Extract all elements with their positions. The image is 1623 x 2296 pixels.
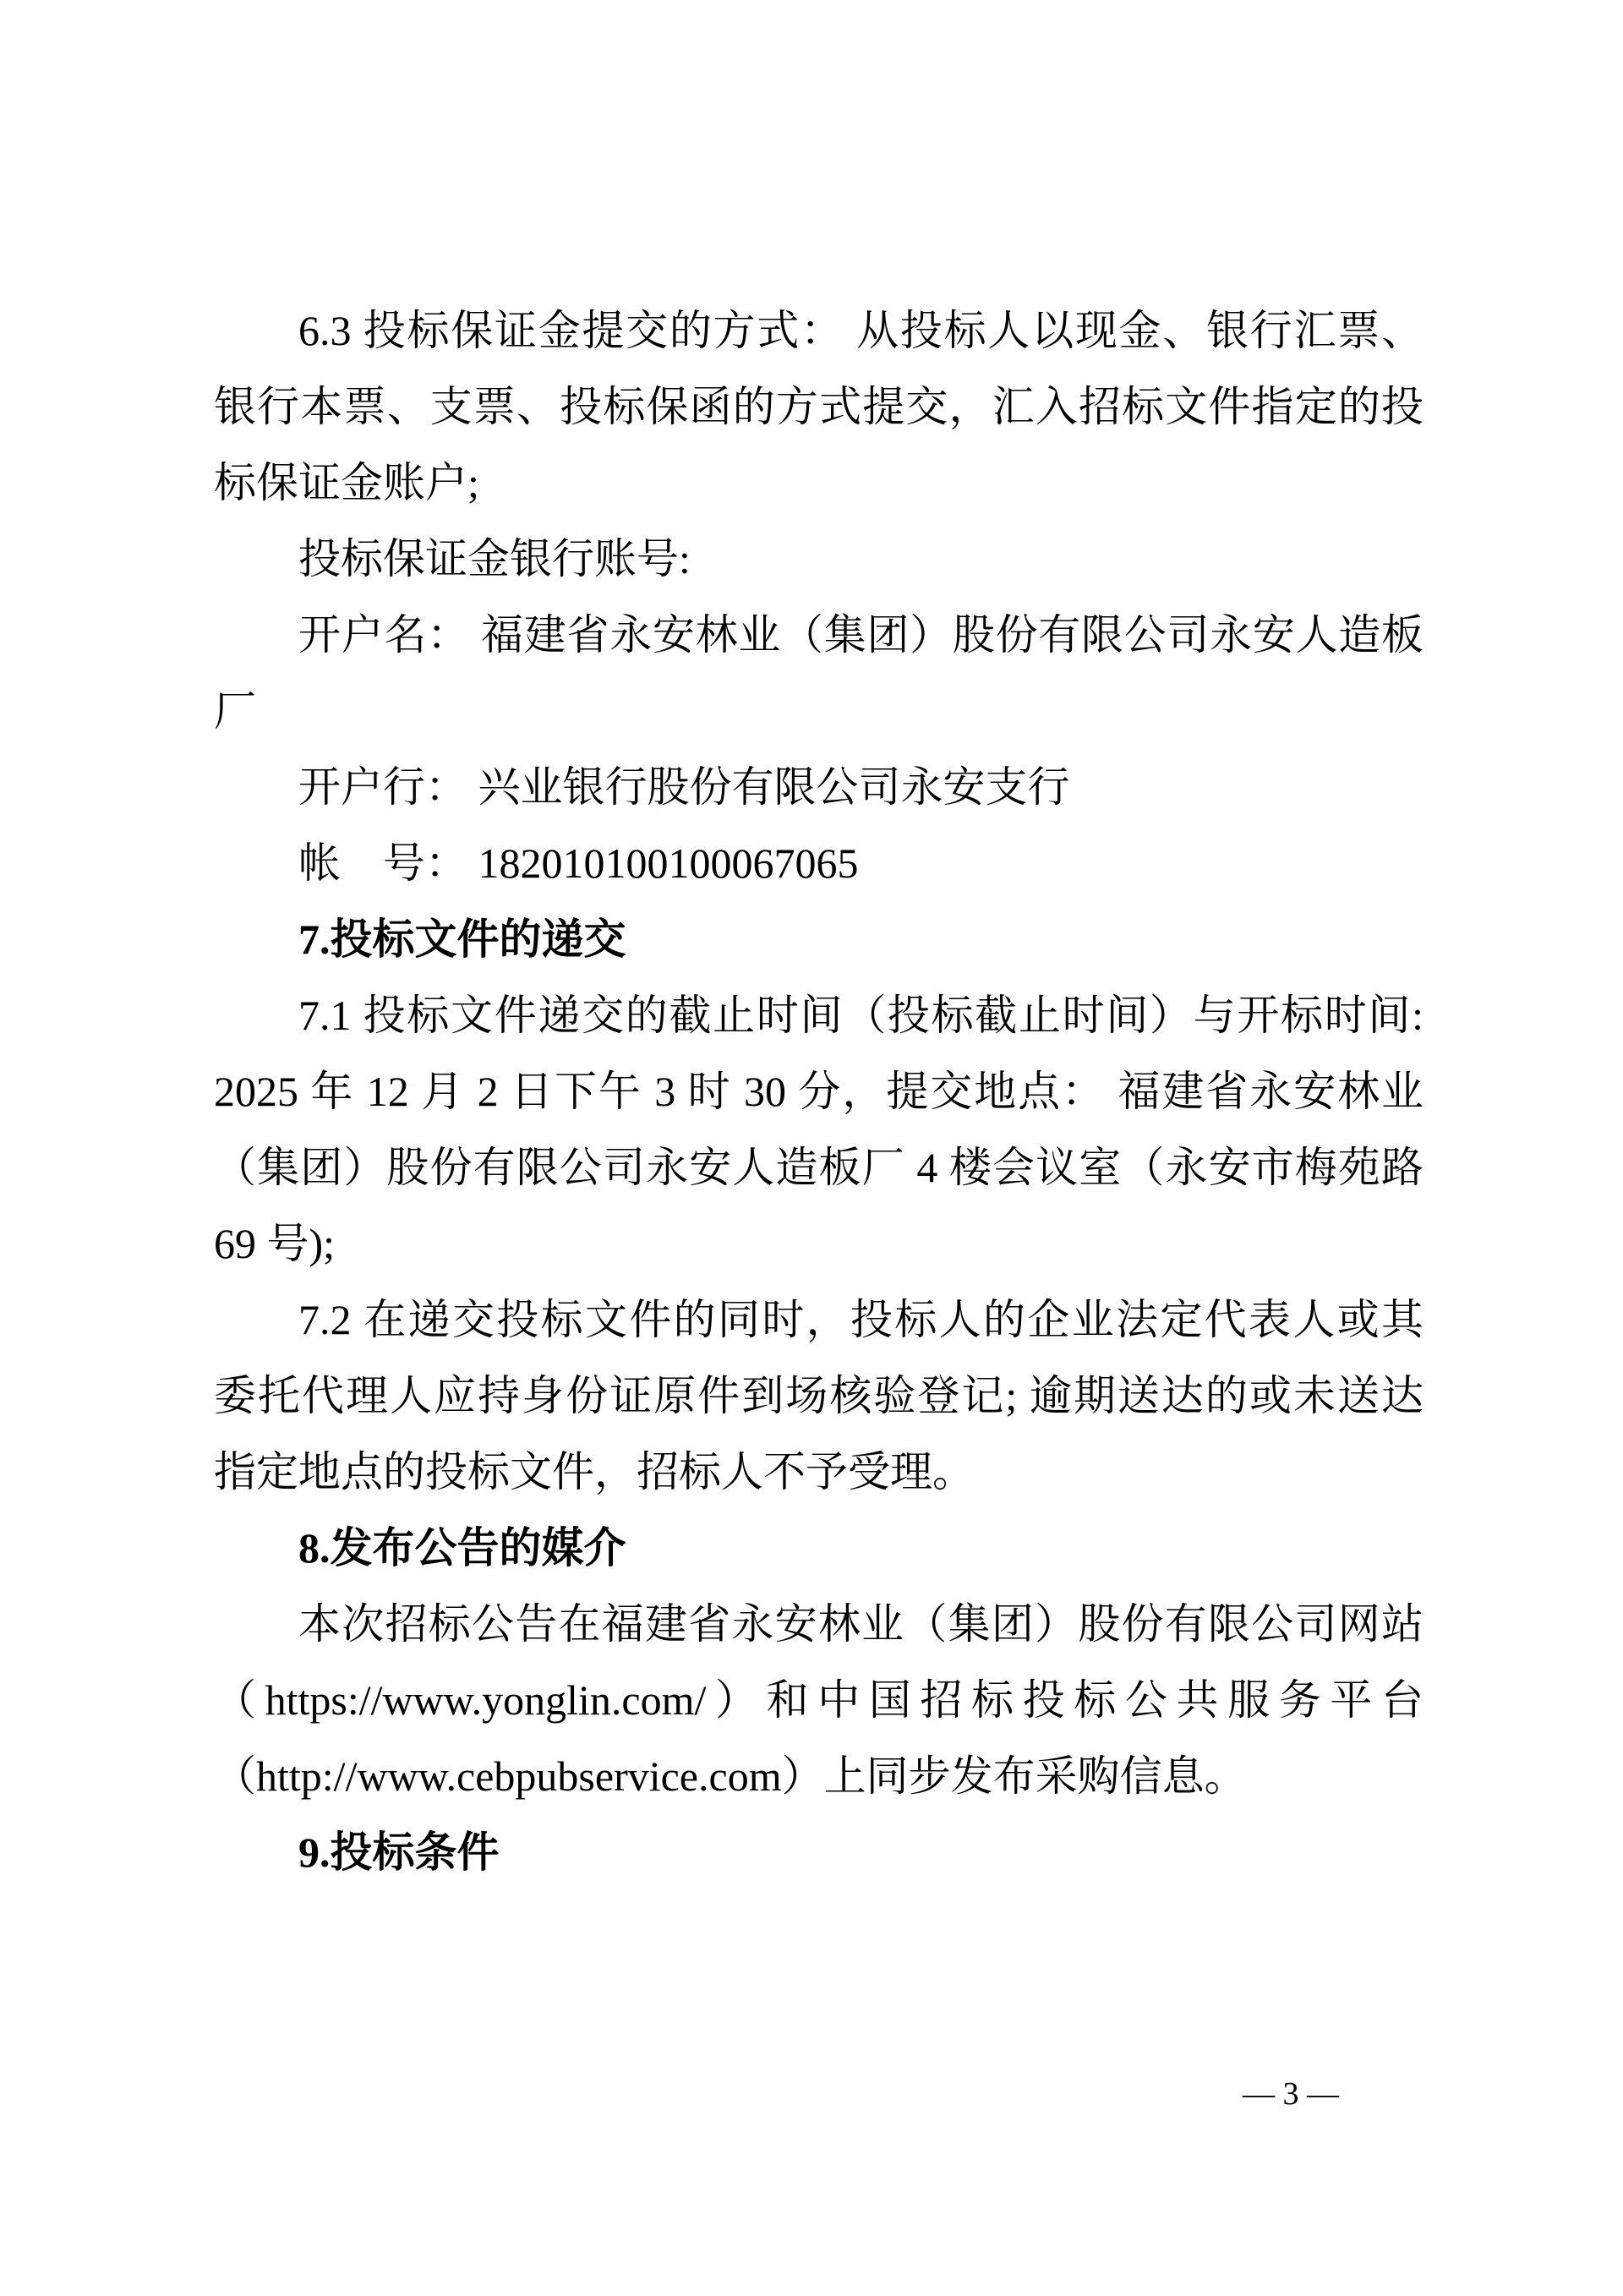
text-line: 标保证金账户; xyxy=(214,459,479,506)
text-line: 帐 号： 182010100100067065 xyxy=(298,839,859,887)
text-line: 投标保证金银行账号: xyxy=(298,535,691,582)
text-line: 8.发布公告的媒介 xyxy=(298,1524,626,1572)
text-line: 开户名： 福建省永安林业（集团）股份有限公司永安人造板 xyxy=(298,611,1424,659)
text-line: 69 号); xyxy=(214,1220,336,1267)
text-line: （集团）股份有限公司永安人造板厂 4 楼会议室（永安市梅苑路 xyxy=(214,1144,1424,1191)
text-line: 银行本票、支票、投标保函的方式提交，汇入招标文件指定的投 xyxy=(214,383,1424,430)
text-line: 7.1 投标文件递交的截止时间（投标截止时间）与开标时间: xyxy=(298,992,1424,1039)
text-line: 9.投标条件 xyxy=(298,1829,500,1876)
text-line: 本次招标公告在福建省永安林业（集团）股份有限公司网站 xyxy=(298,1600,1424,1648)
text-line: （https://www.yonglin.com/）和中国招标投标公共服务平台 xyxy=(214,1676,1424,1724)
text-line: （http://www.cebpubservice.com）上同步发布采购信息。 xyxy=(214,1752,1247,1800)
text-line: 6.3 投标保证金提交的方式： 从投标人以现金、银行汇票、 xyxy=(298,307,1424,354)
text-line: 厂 xyxy=(214,687,256,735)
text-line: 开户行： 兴业银行股份有限公司永安支行 xyxy=(298,763,1070,811)
document-body xyxy=(214,292,1424,1890)
page-number: — 3 — xyxy=(1243,2076,1339,2112)
text-line: 委托代理人应持身份证原件到场核验登记; 逾期送达的或未送达 xyxy=(214,1372,1424,1419)
text-line: 指定地点的投标文件，招标人不予受理。 xyxy=(214,1448,975,1495)
text-line: 2025 年 12 月 2 日下午 3 时 30 分，提交地点： 福建省永安林业 xyxy=(214,1068,1424,1115)
text-line: 7.2 在递交投标文件的同时，投标人的企业法定代表人或其 xyxy=(298,1296,1424,1343)
text-line: 7.投标文件的递交 xyxy=(298,916,626,963)
